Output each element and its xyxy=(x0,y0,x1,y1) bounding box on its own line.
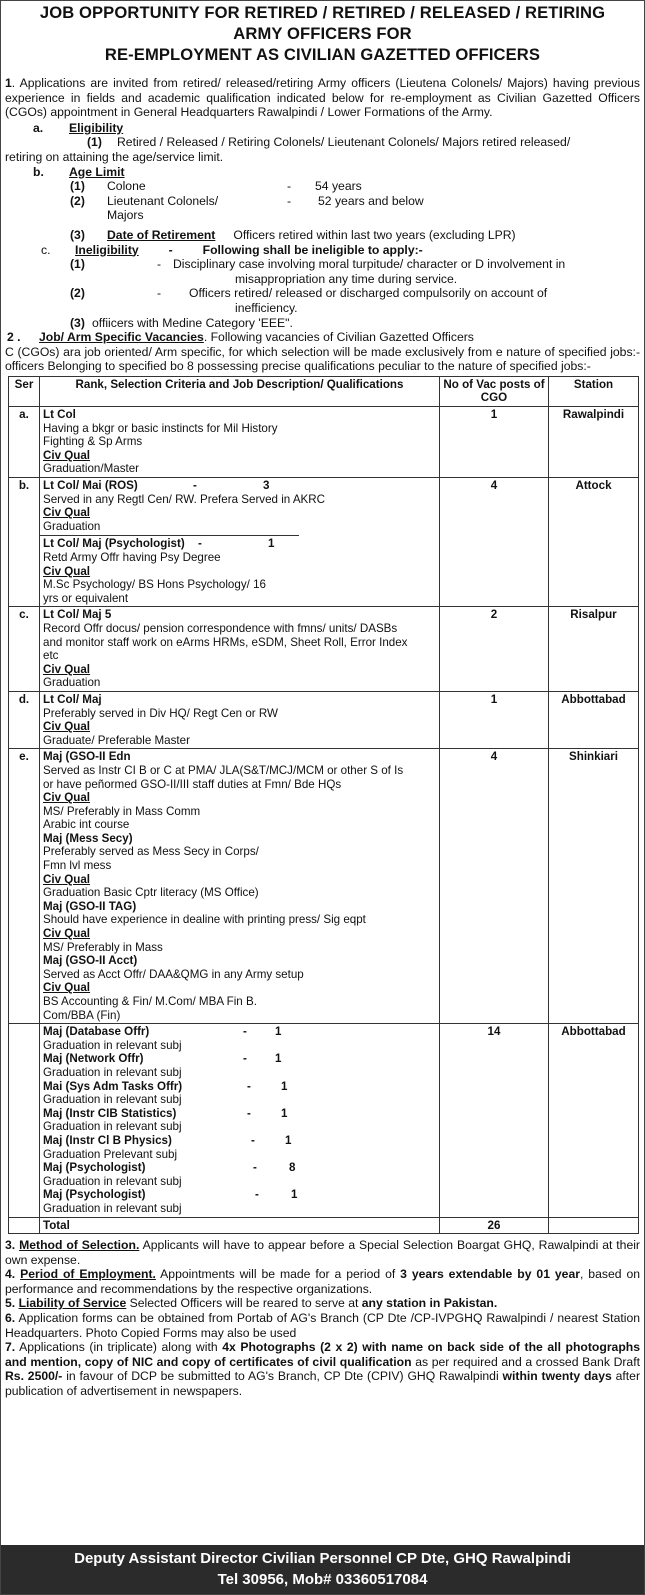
total-label: Total xyxy=(40,1217,440,1234)
row-ser: a. xyxy=(9,407,40,478)
row-description xyxy=(40,749,440,1024)
row-station: Shinkiari xyxy=(549,749,639,1024)
age-limit-heading xyxy=(5,165,640,180)
ineligibility-intro: Following shall be ineligible to apply:- xyxy=(202,242,423,257)
row-vacancies: 4 xyxy=(440,478,549,607)
ineligibility-item-3 xyxy=(5,316,640,331)
qualification: Graduate/ Preferable Master xyxy=(43,733,190,747)
qualification: Graduation Prelevant subj xyxy=(43,1147,178,1161)
table-row xyxy=(9,407,639,478)
ineligibility-text: offiicers with Medine Category 'EEE". xyxy=(92,315,293,330)
paragraph-3: 3. Method of Selection. Applicants will have to appear before a Special Selection Boargat GHQ, Rawalpindi at their own expense. xyxy=(5,1238,640,1267)
description-line: etc xyxy=(43,649,59,663)
age-row-2 xyxy=(5,194,640,209)
qualification: BS Accounting & Fin/ M.Com/ MBA Fin B. xyxy=(43,995,257,1008)
row-ser: c. xyxy=(9,607,40,692)
rank-title: Maj (GSO-II Acct) xyxy=(43,954,138,968)
civ-qual-label: Civ Qual xyxy=(43,927,91,941)
ineligibility-text-cont: misappropriation any time during service. xyxy=(235,271,458,286)
description-line: Served as Instr CI B or C at PMA/ JLA(S&T/MCJ/MCM or other S of Is xyxy=(43,763,404,777)
civ-qual-label: Civ Qual xyxy=(43,720,91,734)
row-station: Attock xyxy=(549,478,639,607)
row-vacancies: 4 xyxy=(440,749,549,1024)
retirement-row xyxy=(5,228,640,243)
header-vacancies: No of Vac posts of CGO xyxy=(440,376,549,406)
rank-title: Lt Col/ Maj (Psychologist) - 1 xyxy=(43,537,275,551)
table-row xyxy=(9,691,639,748)
ineligibility-item-2: (2) - Officers retired/ released or discharged compulsorily on account of inefficiency. xyxy=(5,286,640,315)
qualification: M.Sc Psychology/ BS Hons Psychology/ 16 xyxy=(43,578,266,592)
qualification: MS/ Preferably in Mass Comm xyxy=(43,804,201,818)
qualification: Arabic int course xyxy=(43,818,130,832)
item-number: (3) xyxy=(70,227,85,242)
qualification: Graduation xyxy=(43,519,101,533)
footer-phone: Tel 30956, Mob# 03360517084 xyxy=(217,1571,428,1588)
paragraph-6: 6. Application forms can be obtained from Portab of AG's Branch (CP Dte /CP-IVPGHQ Rawalpindi / nearest Station Headquarters. Photo Copied Forms may also be used xyxy=(5,1311,640,1340)
table-row xyxy=(9,478,639,607)
eligibility-text: Retired / Released / Retiring Colonels/ Lieutenant Colonels/ Majors retired released/ xyxy=(117,135,571,150)
description-line: Fighting & Sp Arms xyxy=(43,435,143,449)
row-vacancies: 14 xyxy=(440,1024,549,1217)
retirement-title: Date of Retirement xyxy=(107,227,216,242)
sub-position xyxy=(40,535,299,551)
paragraph-5: 5. Liability of Service Selected Officers will be reared to serve at any station in Pakistan. xyxy=(5,1296,498,1311)
description-line: Served in any Regtl Cen/ RW. Prefera Served in AKRC xyxy=(43,492,326,506)
civ-qual-label: Civ Qual xyxy=(43,872,91,886)
description-line: Preferably served in Div HQ/ Regt Cen or RW xyxy=(43,706,278,720)
ineligibility-text: Officers retired/ released or discharged compulsorily on account of xyxy=(189,286,548,301)
qualification: Graduation in relevant subj xyxy=(43,1174,182,1188)
header-rank: Rank, Selection Criteria and Job Description/ Qualifications xyxy=(40,376,440,406)
civ-qual-label: Civ Qual xyxy=(43,662,91,676)
table-header-row xyxy=(9,376,639,406)
age-dash: - xyxy=(287,193,292,208)
description-line: Retd Army Offr having Psy Degree xyxy=(43,551,221,564)
header-ser: Ser xyxy=(9,376,40,406)
row-description xyxy=(40,607,440,692)
headline xyxy=(1,1,644,65)
footer-contact xyxy=(1,1545,644,1594)
qualification: MS/ Preferably in Mass xyxy=(43,940,163,954)
rank-title: Maj (Psychologist) - 8 xyxy=(43,1161,296,1175)
advertisement-body xyxy=(5,76,640,1399)
description-line: or have peñormed GSO-II/III staff duties at Fmn/ Bde HQs xyxy=(43,777,342,791)
description-line: Served as Acct Offr/ DAA&QMG in any Army setup xyxy=(43,967,304,981)
item-number: (1) xyxy=(87,135,102,150)
eligibility-title: Eligibility xyxy=(69,120,124,135)
rank-title: Lt Col/ Maj xyxy=(43,692,102,706)
eligibility-heading xyxy=(5,121,640,136)
paragraph-1 xyxy=(5,76,640,120)
item-number: (1) xyxy=(70,179,85,194)
row-station: Abbottabad xyxy=(549,1024,639,1217)
row-vacancies: 1 xyxy=(440,691,549,748)
paragraph-7: 7. Applications (in triplicate) along with 4x Photographs (2 x 2) with name on back side of the all photographs and mention, copy of NIC and copy of certificates of civil qualification as per required and a crossed Bank Draft Rs. 2500/- in favour of DCP be submitted to AG's Branch, CP Dte (CPIV) GHQ Rawalpindi within twenty days after publication of advertisement in newspapers. xyxy=(5,1340,641,1399)
qualification: Graduation in relevant subj xyxy=(43,1038,182,1052)
item-number: (2) xyxy=(70,286,85,301)
headline-line-2: ARMY OFFICERS FOR xyxy=(233,24,412,43)
item-number: (2) xyxy=(70,193,85,208)
headline-line-1: JOB OPPORTUNITY FOR RETIRED / RETIRED / RELEASED / RETIRING xyxy=(39,3,606,22)
civ-qual-label: Civ Qual xyxy=(43,506,91,520)
age-value: 52 years and below xyxy=(318,193,424,208)
civ-qual-label: Civ Qual xyxy=(43,981,91,995)
footer-office: Deputy Assistant Director Civilian Personnel CP Dte, GHQ Rawalpindi xyxy=(74,1550,571,1567)
paragraph-number: 1 xyxy=(5,76,12,90)
rank-title: Lt Col/ Maj 5 xyxy=(43,608,112,622)
description-line: Preferably served as Mess Secy in Corps/ xyxy=(43,845,259,859)
civ-qual-label: Civ Qual xyxy=(43,791,91,805)
description-line: Record Offr docus/ pension correspondence with fmns/ units/ DASBs xyxy=(43,621,398,635)
row-station: Rawalpindi xyxy=(549,407,639,478)
age-value: 54 years xyxy=(315,179,362,194)
ineligibility-letter: c. xyxy=(41,242,51,257)
row-ser: e. xyxy=(9,749,40,1024)
header-station: Station xyxy=(549,376,639,406)
row-description xyxy=(40,691,440,748)
row-station: Risalpur xyxy=(549,607,639,692)
qualification: Graduation in relevant subj xyxy=(43,1201,182,1215)
rank-title: Maj (Database Offr) - 1 xyxy=(43,1025,282,1039)
table-total-row xyxy=(9,1217,639,1234)
rank-title: Maj (Instr CIB Statistics) - 1 xyxy=(43,1106,288,1120)
row-ser: d. xyxy=(9,691,40,748)
qualification: Graduation in relevant subj xyxy=(43,1120,182,1134)
row-description xyxy=(40,478,440,607)
row-station: Abbottabad xyxy=(549,691,639,748)
eligibility-letter: a. xyxy=(33,120,44,135)
eligibility-item xyxy=(5,135,640,150)
eligibility-text-cont: retiring on attaining the age/service limit. xyxy=(5,149,224,164)
qualification: yrs or equivalent xyxy=(43,591,129,605)
row-description xyxy=(40,1024,440,1217)
qualification: Graduation Basic Cptr literacy (MS Office) xyxy=(43,886,259,900)
rank-title: Maj (Psychologist) - 1 xyxy=(43,1188,298,1202)
ineligibility-text: Disciplinary case involving moral turpitude/ character or D involvement in xyxy=(173,257,566,272)
rank-title: Lt Col xyxy=(43,408,76,422)
civ-qual-label: Civ Qual xyxy=(43,564,91,578)
row-ser: b. xyxy=(9,478,40,607)
headline-line-3: RE-EMPLOYMENT AS CIVILIAN GAZETTED OFFICERS xyxy=(104,45,541,64)
age-rank: Lieutenant Colonels/ xyxy=(107,193,219,208)
age-row-1 xyxy=(5,179,640,194)
description-line: and monitor staff work on eArms HRMs, eSDM, Sheet Roll, Error Index xyxy=(43,635,408,649)
ineligibility-title: Ineligibility xyxy=(75,242,139,257)
age-dash: - xyxy=(287,179,292,194)
age-title: Age Limit xyxy=(69,164,125,179)
row-ser xyxy=(9,1024,40,1217)
civ-qual-label: Civ Qual xyxy=(43,448,91,462)
total-value: 26 xyxy=(440,1217,549,1234)
rank-title: Maj (GSO-II TAG) xyxy=(43,899,137,913)
row-vacancies: 1 xyxy=(440,407,549,478)
paragraph-2-text: C (CGOs) ara job oriented/ Arm specific, for which selection will be made exclusively from e nature of specified jobs:-officers Belonging to specified bo 8 possessing precise qualifications peculiar to the nature of specified jobs:- xyxy=(5,344,640,374)
paragraph-4: 4. Period of Employment. Appointments will be made for a period of 3 years extendable by 01 year, based on performance and recommendations by the respective organizations. xyxy=(5,1267,640,1296)
description-line: Having a bkgr or basic instincts for Mil History xyxy=(43,421,278,435)
rank-title: Maj (Network Offr) - 1 xyxy=(43,1052,282,1066)
description-line: Should have experience in dealine with printing press/ Sig eqpt xyxy=(43,913,366,927)
rank-title: Mai (Sys Adm Tasks Offr) - 1 xyxy=(43,1079,288,1093)
item-number: (1) xyxy=(70,257,85,272)
retirement-text: Officers retired within last two years (excluding LPR) xyxy=(233,227,516,242)
qualification: Com/BBA (Fin) xyxy=(43,1008,121,1022)
age-rank: Colone xyxy=(107,179,146,194)
qualification: Graduation/Master xyxy=(43,462,140,476)
row-vacancies: 2 xyxy=(440,607,549,692)
vacancies-table xyxy=(8,376,639,1234)
table-row xyxy=(9,1024,639,1217)
table-row xyxy=(9,607,639,692)
paragraph-2-line-1 xyxy=(5,330,640,345)
qualification: Graduation xyxy=(43,676,101,690)
rank-title: Maj (Instr Cl B Physics) - 1 xyxy=(43,1133,292,1147)
vacancies-title: Job/ Arm Specific Vacancies xyxy=(39,330,204,345)
row-description xyxy=(40,407,440,478)
table-row xyxy=(9,749,639,1024)
rank-title: Lt Col/ Mai (ROS) - 3 xyxy=(43,479,270,493)
description-line: Fmn lvl mess xyxy=(43,859,112,873)
rank-title: Maj (Mess Secy) xyxy=(43,831,133,845)
paragraph-text: . Applications are invited from retired/ released/retiring Army officers (Lieutena Colonels/ Majors) having previous experience in fields and academic qualification indicated below for re-employment as Civilian Gazetted Officers (CGOs) appointment in General Headquarters Rawalpindi / Lower Formations of the Army. xyxy=(5,76,640,120)
ineligibility-text-cont: inefficiency. xyxy=(235,300,298,315)
age-letter: b. xyxy=(33,164,44,179)
rank-title: Maj (GSO-II Edn xyxy=(43,750,131,764)
qualification: Graduation in relevant subj xyxy=(43,1093,182,1107)
ineligibility-dash: - xyxy=(168,242,173,257)
ineligibility-item-1: (1) - Disciplinary case involving moral turpitude/ character or D involvement in misappropriation any time during service. xyxy=(5,257,640,286)
item-number: (3) xyxy=(70,315,85,330)
qualification: Graduation in relevant subj xyxy=(43,1065,182,1079)
paragraph-number: 2 . xyxy=(7,330,21,345)
ineligibility-heading xyxy=(5,243,640,258)
age-row-2-cont: Majors xyxy=(107,208,144,223)
paragraph-text: . Following vacancies of Civilian Gazetted Officers xyxy=(203,330,474,345)
